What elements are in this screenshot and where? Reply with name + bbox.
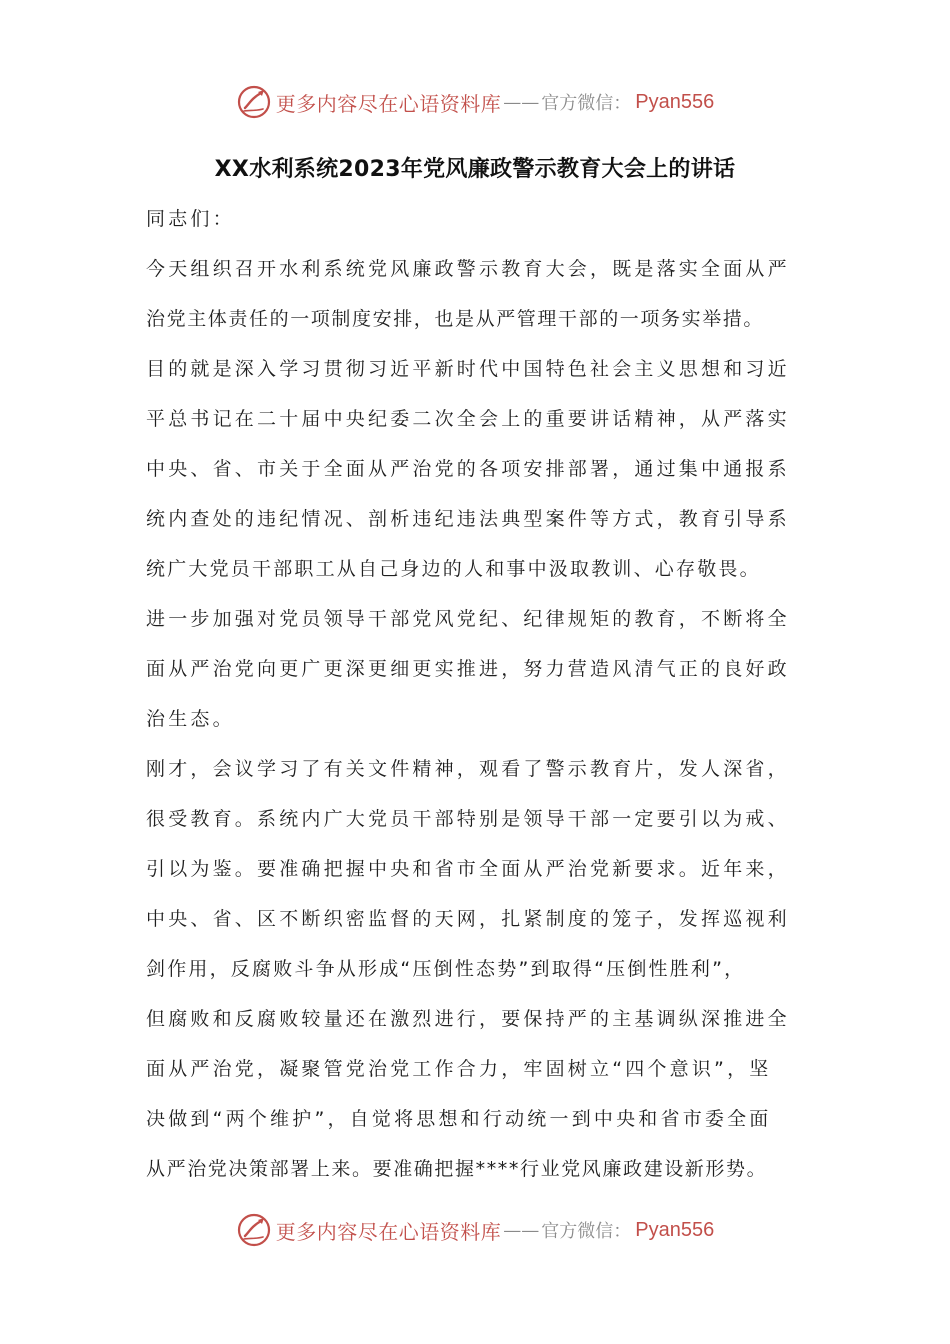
document-title: XX水利系统2023年党风廉政警示教育大会上的讲话 xyxy=(214,157,736,182)
banner-wechat-id: Pyan556 xyxy=(635,1218,715,1241)
text-line: 从严治党决策部署上来。要准确把握****行业党风廉政建设新形势。 xyxy=(146,1158,768,1180)
text-line: 面从严治党，凝聚管党治党工作合力，牢固树立“四个意识”，坚 xyxy=(146,1058,772,1080)
banner-wechat-label: 官方微信： xyxy=(541,93,632,114)
text-line: 同志们： xyxy=(146,208,235,230)
text-line: 目的就是深入学习贯彻习近平新时代中国特色社会主义思想和习近 xyxy=(146,358,790,380)
document-body xyxy=(146,200,826,1200)
banner-text: 更多内容尽在心语资料库 xyxy=(275,91,502,116)
text-line: 统内查处的违纪情况、剖析违纪违法典型案件等方式，教育引导系 xyxy=(146,508,790,530)
banner-separator: —— xyxy=(503,1219,540,1241)
text-line: 面从严治党向更广更深更细更实推进，努力营造风清气正的良好政 xyxy=(146,658,790,680)
text-line: 中央、省、市关于全面从严治党的各项安排部署，通过集中通报系 xyxy=(146,458,790,480)
text-line: 平总书记在二十届中央纪委二次全会上的重要讲话精神，从严落实 xyxy=(146,408,790,430)
header-banner xyxy=(0,80,950,124)
text-line: 进一步加强对党员领导干部党风党纪、纪律规矩的教育，不断将全 xyxy=(146,608,790,630)
banner-wechat-label: 官方微信： xyxy=(541,1221,632,1242)
banner-separator: —— xyxy=(503,91,540,113)
pen-signature-icon xyxy=(236,1212,272,1248)
text-line: 今天组织召开水利系统党风廉政警示教育大会，既是落实全面从严 xyxy=(146,258,790,280)
text-line: 但腐败和反腐败较量还在激烈进行，要保持严的主基调纵深推进全 xyxy=(146,1008,790,1030)
text-line: 引以为鉴。要准确把握中央和省市全面从严治党新要求。近年来， xyxy=(146,858,790,880)
pen-signature-icon xyxy=(236,84,272,120)
text-line: 很受教育。系统内广大党员干部特别是领导干部一定要引以为戒、 xyxy=(146,808,790,830)
banner-text: 更多内容尽在心语资料库 xyxy=(275,1219,502,1244)
text-line: 刚才，会议学习了有关文件精神，观看了警示教育片，发人深省， xyxy=(146,758,790,780)
text-line: 剑作用，反腐败斗争从形成“压倒性态势”到取得“压倒性胜利”， xyxy=(146,958,746,980)
text-line: 统广大党员干部职工从自己身边的人和事中汲取教训、心存敬畏。 xyxy=(146,558,761,580)
text-line: 决做到“两个维护”，自觉将思想和行动统一到中央和省市委全面 xyxy=(146,1108,772,1130)
text-line: 中央、省、区不断织密监督的天网，扎紧制度的笼子，发挥巡视利 xyxy=(146,908,790,930)
text-line: 治党主体责任的一项制度安排，也是从严管理干部的一项务实举措。 xyxy=(146,308,765,330)
footer-banner xyxy=(0,1208,950,1252)
text-line: 治生态。 xyxy=(146,708,235,730)
banner-wechat-id: Pyan556 xyxy=(635,90,715,113)
